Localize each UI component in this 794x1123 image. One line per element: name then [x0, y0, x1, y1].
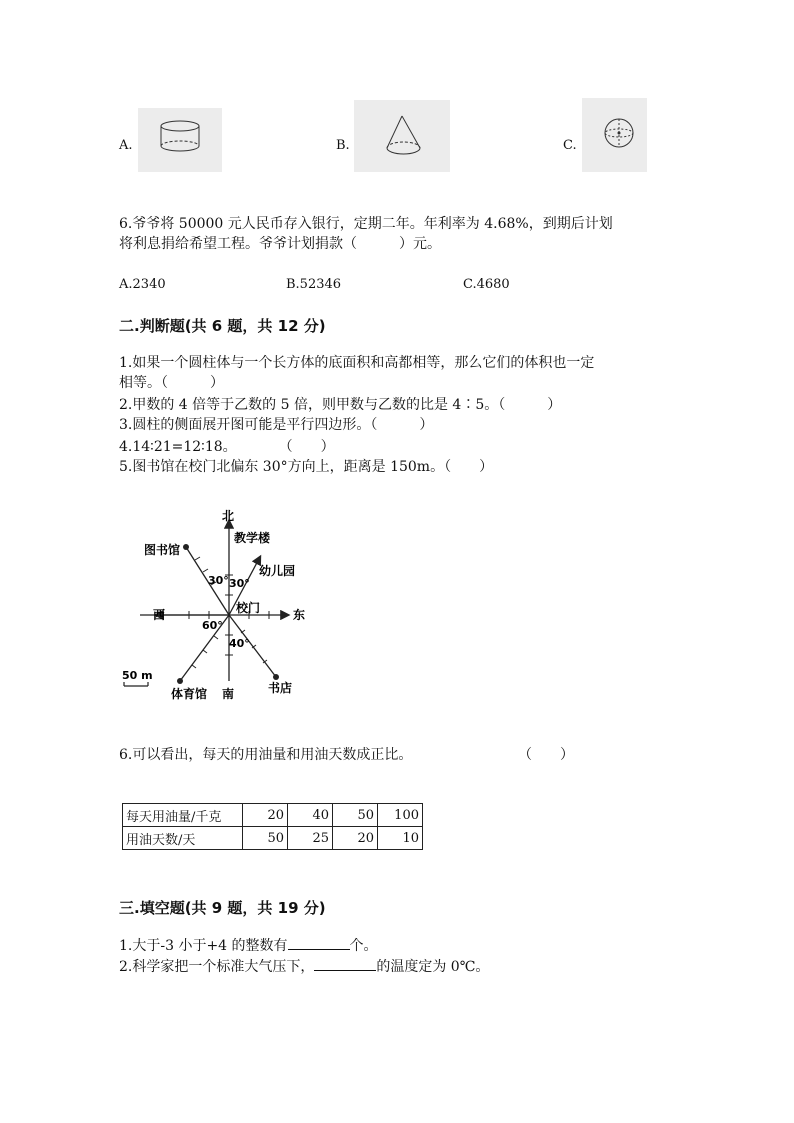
cylinder-figure — [138, 108, 222, 172]
table-cell-label: 用油天数/天 — [123, 827, 243, 850]
table-cell: 40 — [288, 804, 333, 827]
angle-bookstore: 40° — [229, 637, 250, 650]
s2-item-6-paren: （ ） — [518, 747, 574, 763]
label-gym: 体育馆 — [171, 687, 208, 701]
label-teaching-building: 教学楼 — [234, 531, 271, 545]
label-kindergarten: 幼儿园 — [259, 564, 296, 578]
option-a-label: A. — [119, 138, 133, 153]
direction-map — [118, 505, 318, 705]
sphere-icon — [582, 98, 647, 172]
option-c-label: C. — [563, 138, 577, 153]
label-west: 西 — [153, 608, 166, 622]
angle-kindergarten: 30° — [229, 577, 250, 590]
s3-item-1 — [119, 935, 378, 956]
angle-gym: 60° — [202, 619, 223, 632]
s3-item-2-pre: 2.科学家把一个标准大气压下， — [119, 959, 315, 975]
table-cell: 100 — [378, 804, 423, 827]
angle-library: 30° — [208, 574, 229, 587]
table-row — [123, 827, 423, 850]
cone-figure — [354, 100, 450, 172]
cone-icon — [354, 100, 450, 172]
s2-item-6: 6.可以看出，每天的用油量和用油天数成正比。 — [119, 747, 413, 763]
q6-line2: 将利息捐给希望工程。爷爷计划捐款（ ）元。 — [119, 236, 441, 252]
s2-item-3: 3.圆柱的侧面展开图可能是平行四边形。（ ） — [119, 417, 434, 433]
label-east: 东 — [293, 608, 306, 622]
s3-item-2-post: 的温度定为 0℃。 — [376, 959, 490, 975]
s2-item-4: 4.14∶21=12∶18。 （ ） — [119, 439, 335, 455]
table-cell-label: 每天用油量/千克 — [123, 804, 243, 827]
table-cell: 50 — [243, 827, 288, 850]
answer-blank[interactable] — [288, 935, 350, 950]
section2-title: 二.判断题(共 6 题，共 12 分) — [119, 317, 326, 335]
q6-option-b: B.52346 — [286, 277, 342, 292]
section3-title: 三.填空题(共 9 题，共 19 分) — [119, 899, 326, 917]
cylinder-icon — [138, 108, 222, 172]
s2-item-2: 2.甲数的 4 倍等于乙数的 5 倍，则甲数与乙数的比是 4∶5。（ ） — [119, 397, 562, 413]
s3-item-1-post: 个。 — [349, 938, 378, 954]
s3-item-1-pre: 1.大于-3 小于+4 的整数有 — [119, 938, 288, 954]
label-south: 南 — [222, 687, 235, 701]
s3-item-2 — [119, 956, 489, 977]
sphere-figure — [582, 98, 647, 172]
s2-item-1b: 相等。（ ） — [119, 375, 224, 391]
label-bookstore: 书店 — [268, 681, 293, 695]
table-cell: 10 — [378, 827, 423, 850]
table-row — [123, 804, 423, 827]
s2-item-1a: 1.如果一个圆柱体与一个长方体的底面积和高都相等，那么它们的体积也一定 — [119, 355, 595, 371]
label-north: 北 — [222, 509, 235, 523]
table-cell: 50 — [333, 804, 378, 827]
table-cell: 25 — [288, 827, 333, 850]
s2-item-5: 5.图书馆在校门北偏东 30°方向上，距离是 150m。（ ） — [119, 459, 494, 475]
table-cell: 20 — [243, 804, 288, 827]
q6-option-c: C.4680 — [463, 277, 510, 292]
label-library: 图书馆 — [144, 543, 181, 557]
q6-option-a: A.2340 — [119, 277, 166, 292]
table-cell: 20 — [333, 827, 378, 850]
option-b-label: B. — [336, 138, 350, 153]
q6-line1: 6.爷爷将 50000 元人民币存入银行，定期二年。年利率为 4.68%，到期后计划 — [119, 216, 613, 232]
label-school-gate: 校门 — [236, 601, 261, 615]
oil-table — [122, 803, 423, 850]
answer-blank[interactable] — [314, 956, 376, 971]
scale-label: 50 m — [122, 669, 153, 682]
